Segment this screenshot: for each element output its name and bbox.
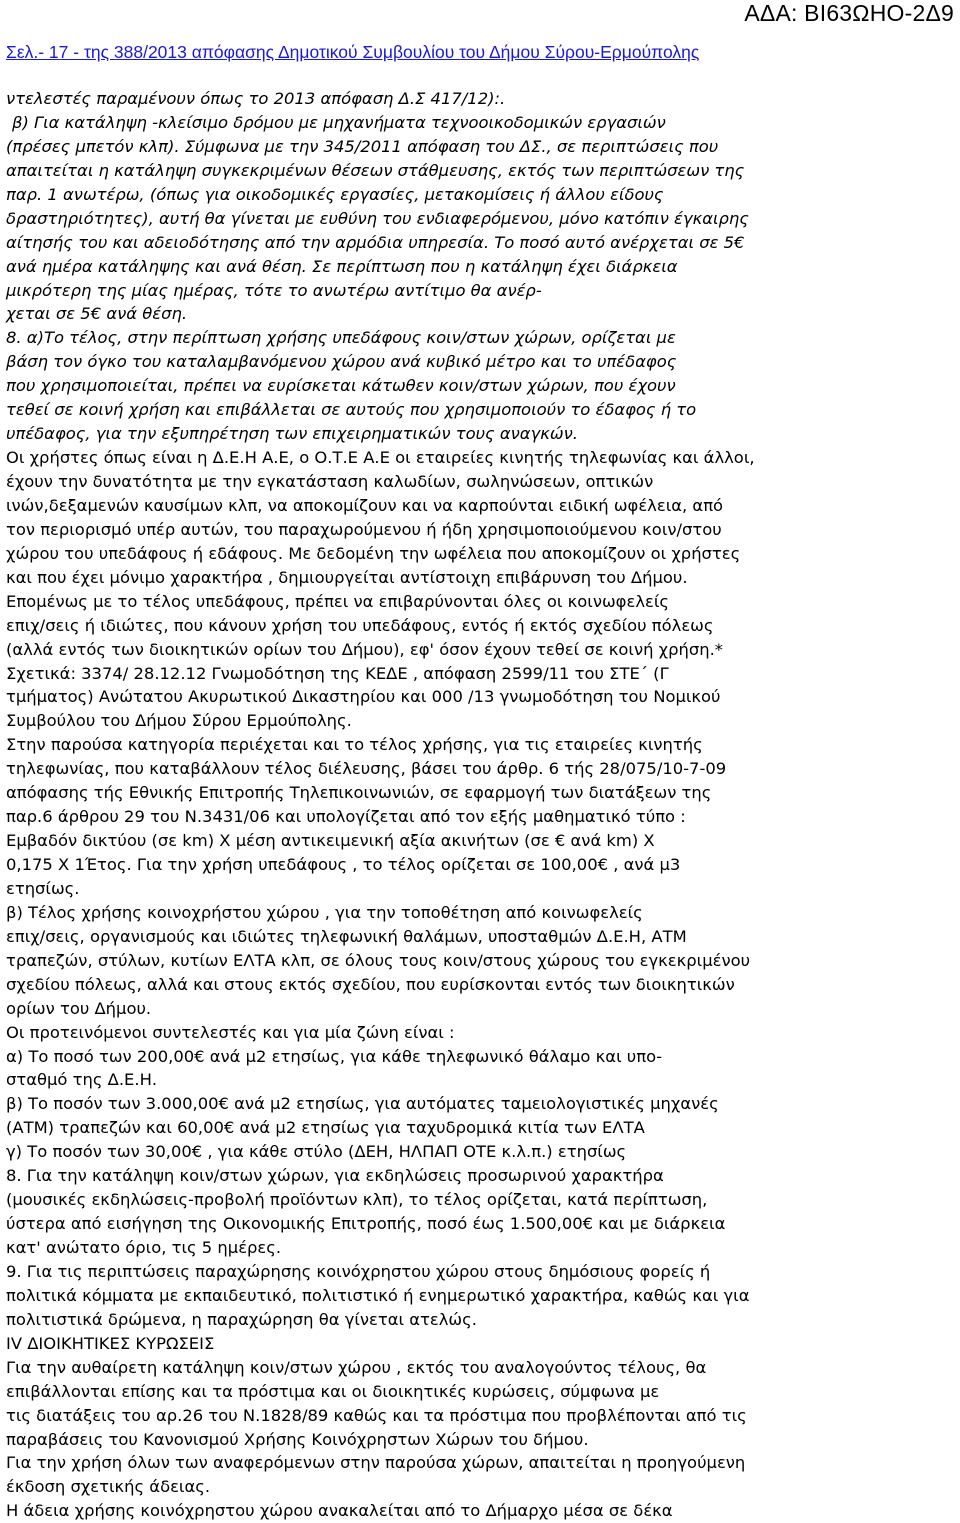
text-line: απαιτείται η κατάληψη συγκεκριμένων θέσεων στάθμευσης, εκτός των περιπτώσεων της xyxy=(6,160,745,180)
text-line: Σχετικά: 3374/ 28.12.12 Γνωμοδότηση της ΚΕΔΕ , απόφαση 2599/11 του ΣΤΕ΄ (Γ xyxy=(6,663,669,683)
text-line: που χρησιμοποιείται, πρέπει να ευρίσκεται κάτωθεν κοιν/στων χώρων, που έχουν xyxy=(6,376,676,396)
text-line: και που έχει μόνιμο χαρακτήρα , δημιουργείται αντίστοιχη επιβάρυνση του Δήμου. xyxy=(6,567,688,587)
text-line: πολιτιστικά δρώμενα, η παραχώρηση θα γίνεται ατελώς. xyxy=(6,1309,477,1329)
text-line: παρ.6 άρθρου 29 του Ν.3431/06 και υπολογίζεται από τον εξής μαθηματικό τύπο : xyxy=(6,807,686,827)
text-line: β) Για κατάληψη -κλείσιμο δρόμου με μηχανήματα τεχνοοικοδομικών εργασιών xyxy=(12,112,666,132)
text-line: παραβάσεις του Κανονισμού Χρήσης Κοινόχρηστων Χώρων του δήμου. xyxy=(6,1429,589,1449)
text-line: τμήματος) Ανώτατου Ακυρωτικού Δικαστηρίου και 000 /13 γνωμοδότηση του Νομικού xyxy=(6,687,721,707)
text-line: υπέδαφος, για την εξυπηρέτηση των επιχειρηματικών τους αναγκών. xyxy=(6,424,578,444)
text-line: (αλλά εντός των διοικητικών ορίων του Δήμου), εφ' όσον έχουν τεθεί σε κοινή χρήση.* xyxy=(6,639,723,659)
text-line: δραστηριότητες), αυτή θα γίνεται με ευθύνη του ενδιαφερόμενου, μόνο κατόπιν έγκαιρης xyxy=(6,208,749,228)
text-line: κατ' ανώτατο όριο, τις 5 ημέρες. xyxy=(6,1238,282,1257)
text-line: επιχ/σεις ή ιδιώτες, που κάνουν χρήση του υπεδάφους, εντός ή εκτός σχεδίου πόλεως xyxy=(6,615,714,635)
text-line: τον περιορισμό υπέρ αυτών, του παραχωρούμενου ή ήδη χρησιμοποιούμενου κοιν/στου xyxy=(6,519,722,539)
text-line: απόφασης τής Εθνικής Επιτροπής Τηλεπικοινωνιών, σε εφαρμογή των διατάξεων της xyxy=(6,783,712,803)
text-line: σχεδίου πόλεως, αλλά και στους εκτός σχεδίου, που ευρίσκονται εντός των διοικητικών xyxy=(6,974,735,994)
text-line: τεθεί σε κοινή χρήση και επιβάλλεται σε αυτούς που χρησιμοποιούν το έδαφος ή το xyxy=(6,400,697,420)
text-line: ορίων του Δήμου. xyxy=(6,998,152,1018)
text-line: 8. Για την κατάληψη κοιν/στων χώρων, για εκδηλώσεις προσωρινού χαρακτήρα xyxy=(6,1166,664,1186)
text-line: 8. α)Το τέλος, στην περίπτωση χρήσης υπεδάφους κοιν/στων χώρων, ορίζεται με xyxy=(6,328,676,348)
text-line: Οι προτεινόμενοι συντελεστές και για μία ζώνη είναι : xyxy=(6,1022,455,1042)
text-line: αίτησής του και αδειοδότησης από την αρμόδια υπηρεσία. Το ποσό αυτό ανέρχεται σε 5€ xyxy=(6,232,745,252)
body-text xyxy=(6,87,956,1523)
text-line: Επομένως με το τέλος υπεδάφους, πρέπει να επιβαρύνονται όλες οι κοινωφελείς xyxy=(6,591,669,611)
text-line: παρ. 1 ανωτέρω, (όπως για οικοδομικές εργασίες, μετακομίσεις ή άλλου είδους xyxy=(6,184,664,204)
text-line: β) Τέλος χρήσης κοινοχρήστου χώρου , για την τοποθέτηση από κοινωφελείς xyxy=(6,902,643,922)
text-line: Για την χρήση όλων των αναφερόμενων στην παρούσα χώρων, απαιτείται η προηγούμενη xyxy=(6,1453,746,1473)
text-line: χεται σε 5€ ανά θέση. xyxy=(6,304,188,324)
text-line: Εμβαδόν δικτύου (σε km) Χ μέση αντικειμενική αξία ακινήτων (σε € ανά km) Χ xyxy=(6,831,655,851)
text-line: έχουν την δυνατότητα με την εγκατάσταση καλωδίων, σωληνώσεων, οπτικών xyxy=(6,472,654,491)
text-line: (μουσικές εκδηλώσεις-προβολή προϊόντων κλπ), το τέλος ορίζεται, κατά περίπτωση, xyxy=(6,1190,708,1210)
ada-code: ΑΔΑ: ΒΙ63ΩΗΟ-2Δ9 xyxy=(744,0,954,26)
text-line: βάση τον όγκο του καταλαμβανόμενου χώρου ανά κυβικό μέτρο και το υπέδαφος xyxy=(6,352,677,372)
text-line: (πρέσες μπετόν κλπ). Σύμφωνα με την 345/2011 απόφαση του ΔΣ., σε περιπτώσεις που xyxy=(6,136,719,156)
text-line: χώρου του υπεδάφους ή εδάφους. Με δεδομένη την ωφέλεια που αποκομίζουν οι χρήστες xyxy=(6,543,741,563)
text-line: γ) Το ποσόν των 30,00€ , για κάθε στύλο (ΔΕΗ, ΗΛΠΑΠ ΟΤΕ κ.λ.π.) ετησίως xyxy=(6,1142,627,1162)
text-line: τις διατάξεις του αρ.26 του Ν.1828/89 καθώς και τα πρόστιμα που προβλέπονται από τις xyxy=(6,1405,747,1425)
text-line: ντελεστές παραμένουν όπως το 2013 απόφαση Δ.Σ 417/12):. xyxy=(6,89,506,108)
text-line: (ΑΤΜ) τραπεζών και 60,00€ ανά μ2 ετησίως για ταχυδρομικά κιτία των ΕΛΤΑ xyxy=(6,1118,645,1138)
text-line: τηλεφωνίας, που καταβάλλουν τέλος διέλευσης, βάσει του άρθρ. 6 τής 28/075/10-7-09 xyxy=(6,759,727,779)
text-line: ύστερα από εισήγηση της Οικονομικής Επιτροπής, ποσό έως 1.500,00€ και με διάρκεια xyxy=(6,1214,726,1234)
text-line: Η άδεια χρήσης κοινόχρηστου χώρου ανακαλείται από το Δήμαρχο μέσα σε δέκα xyxy=(6,1501,673,1521)
text-line: 0,175 Χ 1Έτος. Για την χρήση υπεδάφους , το τέλος ορίζεται σε 100,00€ , ανά μ3 xyxy=(6,855,681,874)
text-line: β) Το ποσόν των 3.000,00€ ανά μ2 ετησίως, για αυτόματες ταμειολογιστικές μηχανές xyxy=(6,1094,719,1114)
text-line: IV ΔΙΟΙΚΗΤΙΚΕΣ ΚΥΡΩΣΕΙΣ xyxy=(6,1333,215,1353)
text-line: Συμβούλου του Δήμου Σύρου Ερμούπολης. xyxy=(6,711,352,731)
text-line: επιχ/σεις, οργανισμούς και ιδιώτες τηλεφωνική θαλάμων, υποσταθμών Δ.Ε.Η, ΑΤΜ xyxy=(6,926,687,946)
page-header: Σελ.- 17 - της 388/2013 απόφασης Δημοτικού Συμβουλίου του Δήμου Σύρου-Ερμούπολης xyxy=(6,42,700,62)
text-line: 9. Για τις περιπτώσεις παραχώρησης κοινόχρηστου χώρου στους δημόσιους φορείς ή xyxy=(6,1261,711,1281)
text-line: ετησίως. xyxy=(6,878,80,898)
text-line: Οι χρήστες όπως είναι η Δ.Ε.Η Α.Ε, ο Ο.Τ.Ε Α.Ε οι εταιρείες κινητής τηλεφωνίας και άλλοι, xyxy=(6,448,755,468)
text-line: α) Το ποσό των 200,00€ ανά μ2 ετησίως, για κάθε τηλεφωνικό θάλαμο και υπο- xyxy=(6,1046,663,1066)
text-line: Στην παρούσα κατηγορία περιέχεται και το τέλος χρήσης, για τις εταιρείες κινητής xyxy=(6,735,703,755)
text-line: Για την αυθαίρετη κατάληψη κοιν/στων χώρου , εκτός του αναλογούντος τέλους, θα xyxy=(6,1357,707,1377)
text-line: μικρότερη της μίας ημέρας, τότε το ανωτέρω αντίτιμο θα ανέρ- xyxy=(6,280,542,300)
text-line: επιβάλλονται επίσης και τα πρόστιμα και οι διοικητικές κυρώσεις, σύμφωνα με xyxy=(6,1381,660,1401)
text-line: έκδοση σχετικής άδειας. xyxy=(6,1477,211,1497)
text-line: πολιτικά κόμματα με εκπαιδευτικό, πολιτιστικό ή ενημερωτικό χαρακτήρα, καθώς και για xyxy=(6,1285,750,1305)
text-line: ινών,δεξαμενών καυσίμων κλπ, να αποκομίζουν και να καρπούνται ειδική ωφέλεια, από xyxy=(6,495,724,515)
text-line: τραπεζών, στύλων, κυτίων ΕΛΤΑ κλπ, σε όλους τους κοιν/στους χώρους του εγκεκριμένου xyxy=(6,950,751,970)
text-line: σταθμό της Δ.Ε.Η. xyxy=(6,1070,158,1090)
text-line: ανά ημέρα κατάληψης και ανά θέση. Σε περίπτωση που η κατάληψη έχει διάρκεια xyxy=(6,256,678,276)
